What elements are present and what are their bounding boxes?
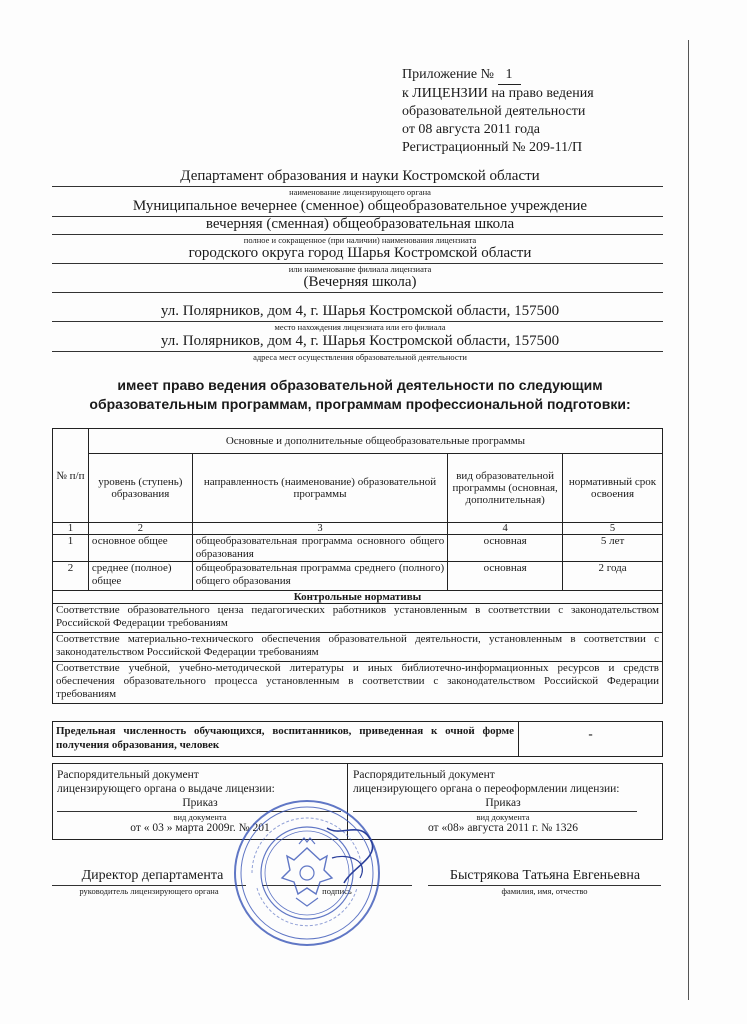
control-header: Контрольные нормативы: [53, 591, 663, 604]
address2: ул. Полярников, дом 4, г. Шарья Костромской области, 157500: [160, 333, 560, 349]
col-level-header: уровень (ступень) образования: [88, 454, 192, 523]
rights-heading: [60, 376, 660, 414]
right-doc-kind: Приказ: [485, 797, 521, 809]
row-level: среднее (полное) общее: [88, 562, 192, 591]
row-kind: основная: [448, 562, 563, 591]
address-caption: место нахождения лицензиата или его филиала: [274, 322, 446, 332]
official-seal-stamp: [232, 798, 382, 948]
col-num-header: № п/п: [53, 429, 89, 523]
index-cell: 5: [563, 523, 663, 535]
address: ул. Полярников, дом 4, г. Шарья Костромской области, 157500: [160, 303, 560, 319]
page-border-right: [688, 40, 689, 1000]
appendix-number: 1: [498, 66, 521, 85]
right-doc-title-line1: Распорядительный документ: [353, 769, 495, 781]
licensee-short: (Вечерняя школа): [303, 274, 417, 290]
licensee-line2: вечерняя (сменная) общеобразовательная школа: [205, 216, 515, 232]
licensee-caption: полное и сокращенное (при наличии) наименования лицензиата: [243, 235, 477, 245]
row-level: основное общее: [88, 535, 192, 562]
row-num: 1: [53, 535, 89, 562]
left-doc-kind-caption: вид документа: [173, 812, 227, 822]
organ-caption: наименование лицензирующего органа: [289, 187, 431, 197]
signer-name: Быстрякова Татьяна Евгеньевна: [449, 868, 641, 883]
address2-caption: адреса мест осуществления образовательной деятельности: [253, 352, 467, 362]
left-doc-date: от « 03 » марта 2009г. № 201: [130, 822, 270, 834]
row-direction: общеобразовательная программа среднего (полного) общего образования: [192, 562, 447, 591]
signer-position: Директор департамента: [81, 868, 224, 883]
limit-box: [52, 721, 663, 757]
appendix-line2: к ЛИЦЕНЗИИ на право ведения: [402, 86, 594, 101]
appendix-line4: от 08 августа 2011 года: [402, 122, 541, 137]
col-direction-header: направленность (наименование) образовательной программы: [192, 454, 447, 523]
left-doc-title-line1: Распорядительный документ: [57, 769, 199, 781]
limit-text: Предельная численность обучающихся, воспитанников, приведенная к очной форме получения образования, человек: [56, 725, 514, 751]
row-direction: общеобразовательная программа основного общего образования: [192, 535, 447, 562]
control-item: Соответствие учебной, учебно-методической литературы и иных библиотечно-информационных ресурсов и средств обеспечения образовательного процесса установленным в соответствии с законодательством Российской Федерации требованиям: [53, 662, 663, 704]
right-doc-date: от «08» августа 2011 г. № 1326: [427, 822, 579, 834]
col-term-header: нормативный срок освоения: [563, 454, 663, 523]
rights-heading-line1: имеет право ведения образовательной деятельности по следующим: [117, 377, 603, 393]
control-item: Соответствие образовательного ценза педагогических работников установленным в соответствии с законодательством Российской Федерации требованиям: [53, 604, 663, 633]
right-doc-title: [353, 768, 620, 796]
left-doc-kind: Приказ: [182, 797, 218, 809]
row-kind: основная: [448, 535, 563, 562]
signer-name-caption: фамилия, имя, отчество: [501, 886, 588, 896]
index-cell: 2: [88, 523, 192, 535]
index-row: [53, 523, 663, 535]
licensee-line3: городского округа город Шарья Костромской области: [188, 245, 532, 261]
control-item: Соответствие материально-технического обеспечения образовательной деятельности, установленным в соответствии с законодательством Российской Федерации требованиям: [53, 633, 663, 662]
index-cell: 3: [192, 523, 447, 535]
index-cell: 4: [448, 523, 563, 535]
right-doc-kind-caption: вид документа: [476, 812, 530, 822]
left-doc-title: [57, 768, 275, 796]
row-term: 2 года: [563, 562, 663, 591]
row-num: 2: [53, 562, 89, 591]
row-term: 5 лет: [563, 535, 663, 562]
appendix-line3: образовательной деятельности: [402, 104, 586, 119]
branch-caption: или наименование филиала лицензиата: [288, 264, 432, 274]
col-kind-header: вид образовательной программы (основная, дополнительная): [448, 454, 563, 523]
sign-caption: подпись: [322, 886, 352, 896]
index-cell: 1: [53, 523, 89, 535]
appendix-block: [402, 66, 594, 157]
licensee-line1: Муниципальное вечернее (сменное) общеобразовательное учреждение: [132, 198, 588, 214]
programs-table: [52, 428, 663, 704]
rights-heading-line2: образовательным программам, программам профессиональной подготовки:: [89, 396, 631, 412]
signer-position-caption: руководитель лицензирующего органа: [79, 886, 219, 896]
organ-name: Департамент образования и науки Костромской области: [180, 168, 540, 184]
appendix-prefix: Приложение №: [402, 67, 494, 82]
group-header: Основные и дополнительные общеобразовательные программы: [88, 429, 662, 454]
left-doc-title-line2: лицензирующего органа о выдаче лицензии:: [57, 783, 275, 795]
limit-value: -: [588, 726, 593, 741]
right-doc-title-line2: лицензирующего органа о переоформлении лицензии:: [353, 783, 620, 795]
table-row: [53, 562, 663, 591]
appendix-line5: Регистрационный № 209-11/П: [402, 140, 583, 155]
table-row: [53, 535, 663, 562]
